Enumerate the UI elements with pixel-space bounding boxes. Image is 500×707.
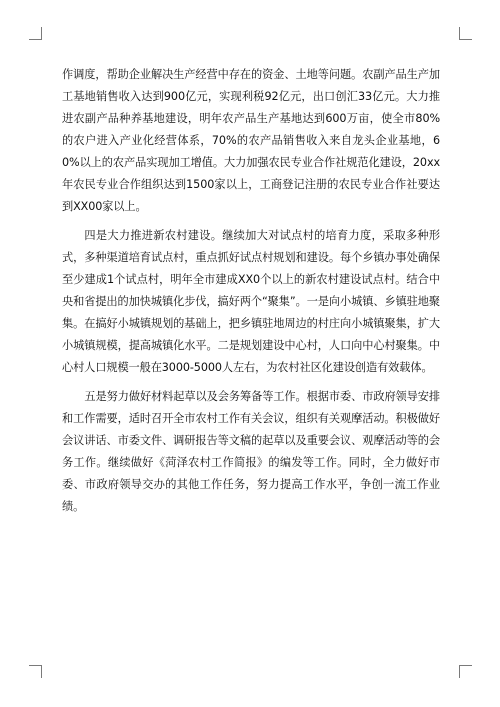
paragraph-continued: 作调度，帮助企业解决生产经营中存在的资金、土地等问题。农副产品生产加工基地销售收入达到900亿元，实现利税92亿元，出口创汇33亿元。大力推进农副产品种养基地建设，明年农产品生产基地达到600万亩，使全市80%的农户进入产业化经营体系，70%的农产品销售收入来自龙头企业基地，60%以上的农产品实现加工增值。大力加强农民专业合作社规范化建设，20xx年农民专业合作组织达到1500家以上，工商登记注册的农民专业合作社要达到XX00家以上。 bbox=[62, 68, 440, 213]
document-body bbox=[62, 64, 440, 518]
margin-mark-bottom-right bbox=[459, 665, 472, 678]
margin-mark-bottom-left bbox=[29, 665, 42, 678]
paragraph-new-rural-construction: 四是大力推进新农村建设。继续加大对试点村的培育力度，采取多种形式，多种渠道培育试点村，重点抓好试点村规划和建设。每个乡镇办事处确保至少建成1个试点村，明年全市建成XX0个以上的新农村建设试点村。结合中央和省提出的加快城镇化步伐，搞好两个“聚集”。一是向小城镇、乡镇驻地聚集。在搞好小城镇规划的基础上，把乡镇驻地周边的村庄向小城镇聚集，扩大小城镇规模，提高城镇化水平。二是规划建设中心村，人口向中心村聚集。中心村人口规模一般在3000-5000人左右，为农村社区化建设创造有效载体。 bbox=[62, 229, 440, 374]
margin-mark-top-right bbox=[459, 27, 472, 40]
margin-mark-top-left bbox=[29, 27, 42, 40]
paragraph-materials-and-meetings: 五是努力做好材料起草以及会务筹备等工作。根据市委、市政府领导安排和工作需要，适时召开全市农村工作有关会议，组织有关观摩活动。积极做好会议讲话、市委文件、调研报告等文稿的起草以及重要会议、观摩活动等的会务工作。继续做好《菏泽农村工作简报》的编发等工作。同时，全力做好市委、市政府领导交办的其他工作任务，努力提高工作水平，争创一流工作业绩。 bbox=[62, 390, 440, 513]
